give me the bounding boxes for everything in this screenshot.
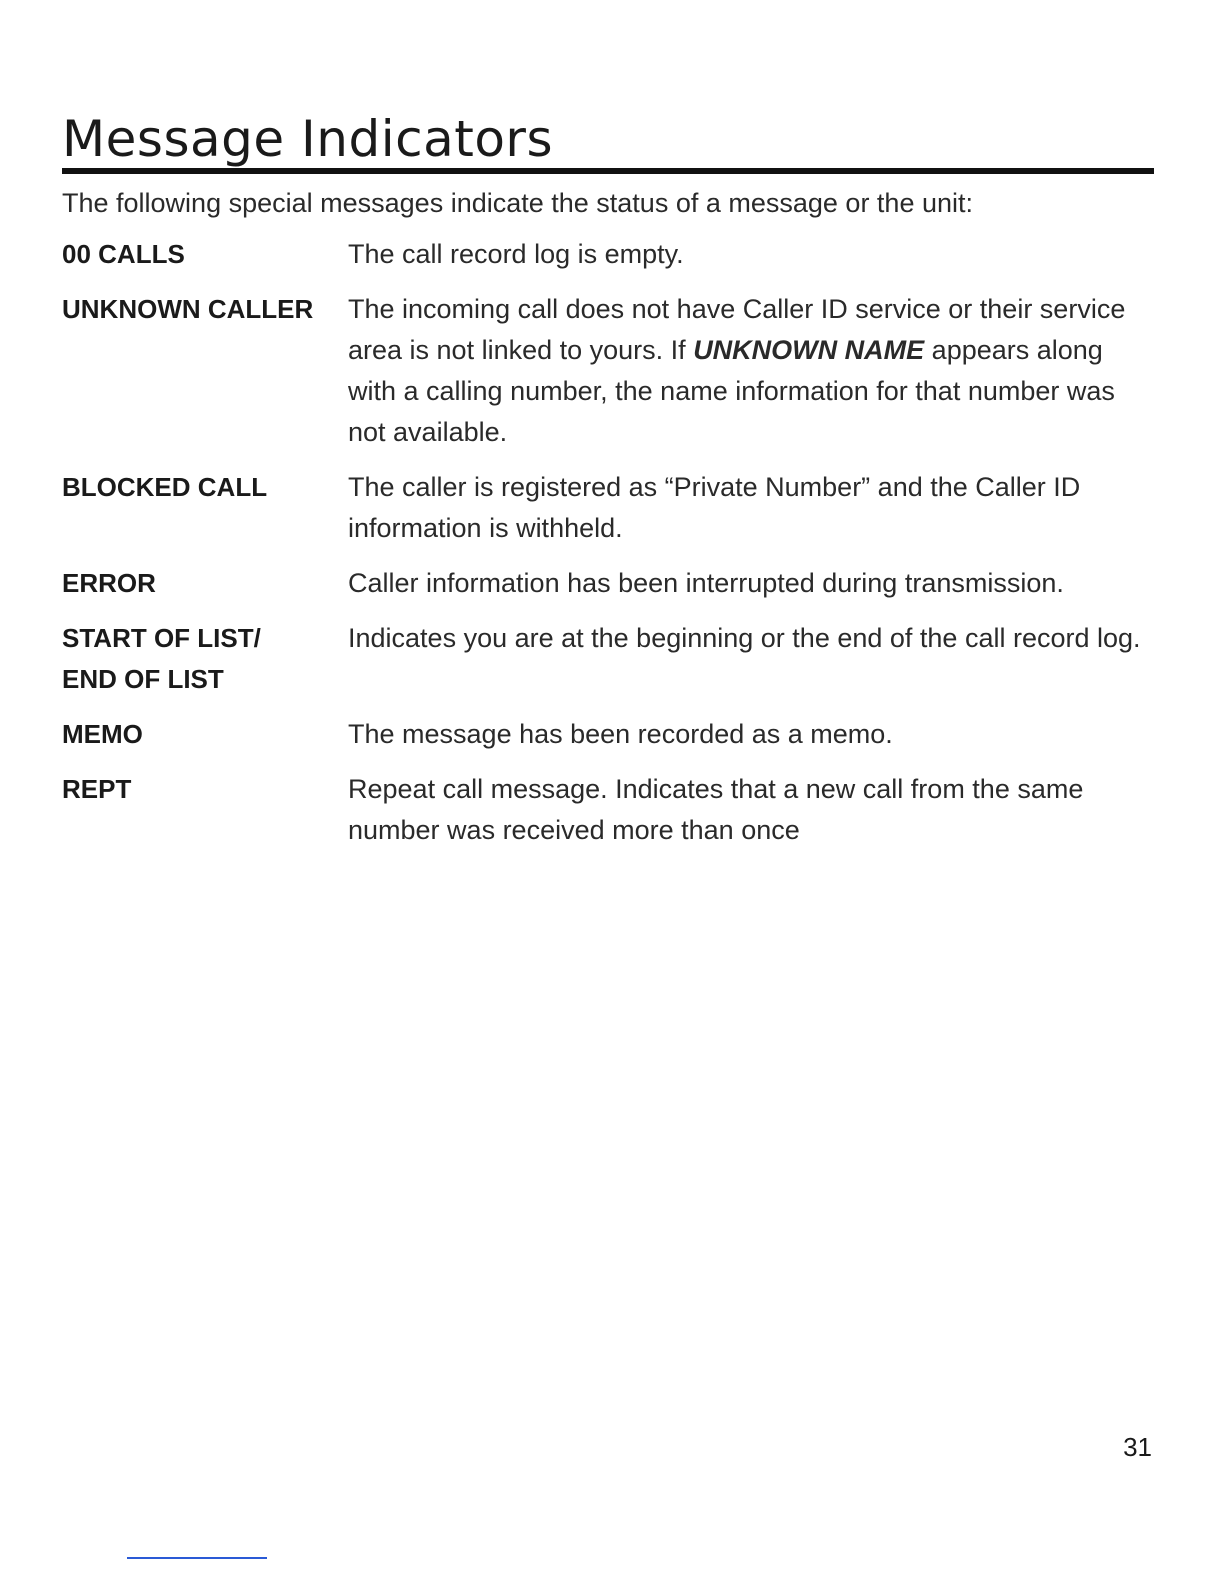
page-number: 31 — [1123, 1432, 1152, 1462]
indicator-term: ERROR — [62, 568, 156, 598]
indicator-desc: Indicates you are at the beginning or the end of the call record log. — [348, 623, 1141, 653]
page-title: Message Indicators — [62, 110, 554, 168]
indicator-row-00-calls — [62, 234, 1154, 275]
indicator-row-rept — [62, 769, 1154, 851]
indicator-term: START OF LIST/ END OF LIST — [62, 623, 261, 694]
indicator-term: MEMO — [62, 719, 143, 749]
indicator-row-memo — [62, 714, 1154, 755]
footer-divider — [127, 1557, 267, 1559]
indicator-term: 00 CALLS — [62, 239, 185, 269]
indicator-row-start-end-of-list — [62, 618, 1154, 700]
indicator-desc: Repeat call message. Indicates that a new call from the same number was received more than once — [348, 774, 1084, 845]
indicator-desc: The call record log is empty. — [348, 239, 684, 269]
indicator-row-unknown-caller — [62, 289, 1154, 453]
indicator-desc: The caller is registered as “Private Number” and the Caller ID information is withheld. — [348, 472, 1081, 543]
title-rule — [62, 168, 1154, 174]
indicator-term: BLOCKED CALL — [62, 472, 268, 502]
indicator-desc — [348, 289, 1154, 453]
intro-text: The following special messages indicate the status of a message or the unit: — [62, 188, 973, 218]
desc-part: The incoming call does not have Caller ID service or their service area is not linked to yours. If — [348, 294, 1126, 365]
desc-emphasis: UNKNOWN NAME — [693, 335, 925, 365]
indicator-list — [62, 234, 1154, 865]
indicator-row-error — [62, 563, 1154, 604]
indicator-term: REPT — [62, 774, 132, 804]
indicator-term: UNKNOWN CALLER — [62, 294, 314, 324]
indicator-row-blocked-call — [62, 467, 1154, 549]
desc-part: appears along with a calling number, the name information for that number was not available. — [348, 335, 1115, 447]
indicator-desc: Caller information has been interrupted during transmission. — [348, 568, 1064, 598]
indicator-desc: The message has been recorded as a memo. — [348, 719, 893, 749]
